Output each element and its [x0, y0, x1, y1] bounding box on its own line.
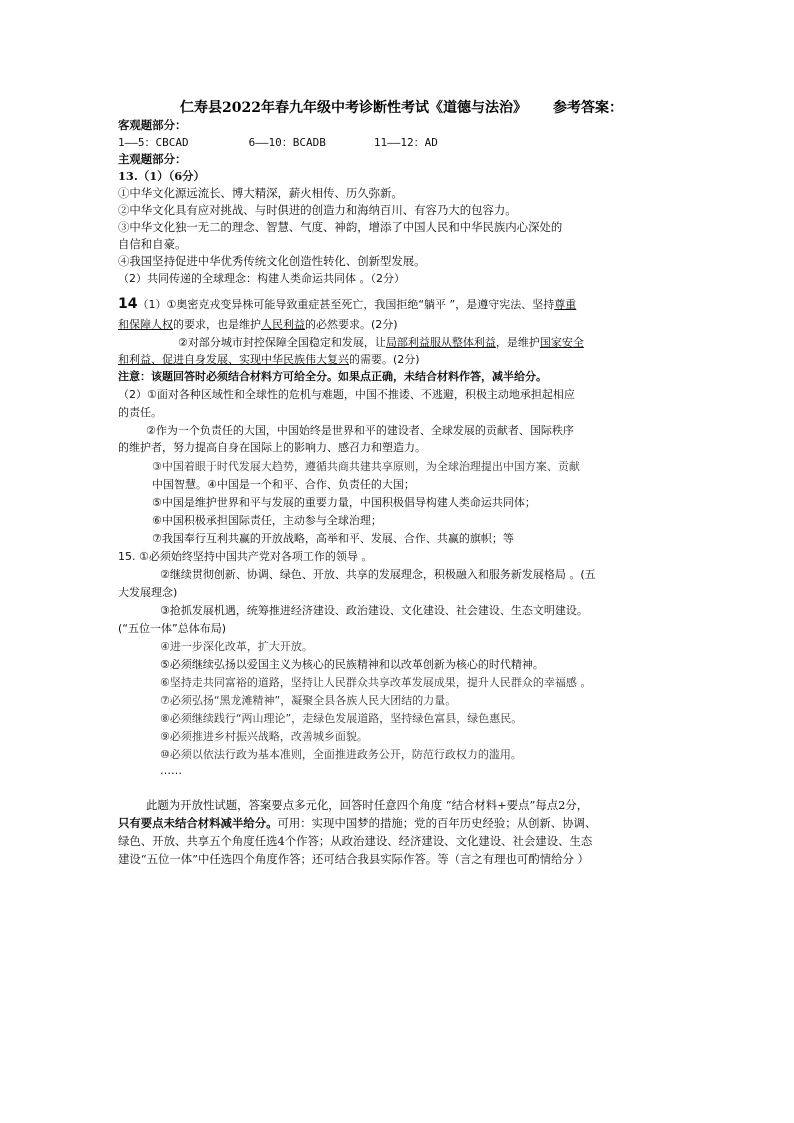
q14-part2-b: 的责任。: [118, 406, 162, 419]
title-sub: 参考答案：: [552, 100, 623, 116]
q13-point-1: ①中华文化源远流长、博大精深，薪火相传、历久弥新。: [118, 186, 403, 200]
q14-part2-h: ⑥中国积极承担国际责任，主动参与全球治理；: [152, 514, 382, 527]
answer-11-12: 11——12：AD: [373, 136, 438, 149]
q14-l2-text: 的要求，也是维护: [173, 318, 261, 331]
q14-l1-text: （1）①奥密克戎变异株可能导致重症甚至死亡，我国拒绝“躺平 ”，是遵守宪法、坚持: [137, 298, 555, 311]
q14-part2-f: 中国智慧。④中国是一个和平、合作、负责任的大国；: [152, 478, 415, 491]
q14-part2-g: ⑤中国是维护世界和平与发展的重要力量，中国积极倡导构建人类命运共同体；: [152, 496, 536, 509]
q14-l2-tail: 的必然要求。(2分): [305, 318, 398, 331]
footer-line-4: 建设“五位一体”中任选四个角度作答；还可结合我县实际作答。等（言之有理也可酌情给分 ）: [118, 852, 589, 866]
q14-line-4: [118, 351, 420, 367]
q14-l4-underline: 和利益、促进自身发展、实现中华民族伟大复兴: [118, 353, 349, 366]
q14-l3-underline-2: 国家安全: [539, 336, 584, 349]
q14-line-2: [118, 316, 398, 332]
q14-l2-underline-1: 和保障人权: [118, 318, 173, 331]
q15-line-6: ⑥坚持走共同富裕的道路，坚持让人民群众共享改革发展成果，提升人民群众的幸福感 。: [160, 676, 592, 689]
q15-line-9: ⑨必须推进乡村振兴战略，改善城乡面貌。: [160, 730, 368, 743]
q14-l3-text: ②对部分城市封控保障全国稳定和发展，让: [178, 336, 386, 349]
footer-bold-note: 只有要点未结合材料减半给分。: [118, 816, 278, 830]
q15-line-4: ④进一步深化改革，扩大开放。: [160, 640, 313, 653]
q14-note: 注意：该题回答时必须结合材料方可给全分。如果点正确，未结合材料作答，减半给分。: [118, 370, 547, 383]
q14-part2-d: 的维护者，努力提高自身在国际上的影响力、感召力和塑造力。: [118, 441, 426, 454]
q15-line-3a: ③抢抓发展机遇，统筹推进经济建设、政治建设、文化建设、社会建设、生态文明建设。: [160, 604, 588, 617]
q13-heading: 13.（1）（6分）: [118, 169, 205, 183]
q15-line-2a: ②继续贯彻创新、协调、绿色、开放、共享的发展理念，积极融入和服务新发展格局 。(五: [160, 568, 596, 581]
objective-heading: 客观题部分：: [118, 118, 187, 132]
document-title: [180, 97, 623, 117]
q14-l2-underline-2: 人民利益: [261, 318, 305, 331]
q14-line-3: [178, 334, 584, 350]
subjective-heading: 主观题部分：: [118, 152, 187, 166]
q14-number: 14: [118, 296, 138, 312]
answer-6-10: 6——10：BCADB: [248, 136, 326, 149]
q14-l3-mid: ，是维护: [495, 336, 540, 349]
q15-line-3b: (“五位一体”总体布局): [118, 622, 226, 635]
q14-l1-underline: 尊重: [554, 298, 577, 311]
q13-point-4: ④我国坚持促进中华优秀传统文化创造性转化、创新型发展。: [118, 254, 426, 268]
q14-part2-a: （2）①面对各种区域性和全球性的危机与难题，中国不推诿、不逃避，积极主动地承担起相应: [118, 388, 575, 401]
q13-point-3a: ③中华文化独一无二的理念、智慧、气度、神韵，增添了中国人民和中华民族内心深处的: [118, 220, 563, 234]
q14-part2-e: ③中国着眼于时代发展大趋势，遵循共商共建共享原则，为全球治理提出中国方案、贡献: [152, 460, 580, 473]
footer-line-2: [118, 815, 596, 831]
q15-line-7: ⑦必须弘扬“黑龙滩精神”，凝聚全县各族人民大团结的力量。: [160, 694, 457, 707]
q15-line-10: ⑩必须以依法行政为基本准则，全面推进政务公开，防范行政权力的滥用。: [160, 748, 522, 761]
q14-line-1: [118, 296, 576, 312]
answer-1-5: 1——5：CBCAD: [118, 136, 189, 149]
footer-line-1: 此题为开放性试题，答案要点多元化，回答时任意四个角度 “结合材料+要点”每点2分，: [146, 798, 589, 812]
q15-line-8: ⑧必须继续践行“两山理论”，走绿色发展道路，坚持绿色富县，绿色惠民。: [160, 712, 523, 725]
title-main: 仁寿县2022年春九年级中考诊断性考试《道德与法治》: [180, 100, 527, 116]
q15-line-1: 15. ①必须始终坚持中国共产党对各项工作的领导 。: [118, 550, 373, 563]
q13-point-3b: 自信和自豪。: [118, 237, 187, 251]
q13-part-2: （2）共同传递的全球理念：构建人类命运共同体 。（2分）: [118, 272, 405, 285]
q15-line-2b: 大发展理念): [118, 586, 178, 599]
q15-ellipsis: ……: [160, 764, 182, 777]
q14-l4-tail: 的需要。(2分): [349, 353, 420, 366]
q13-point-2: ②中华文化具有应对挑战、与时俱进的创造力和海纳百川、有容乃大的包容力。: [118, 203, 517, 217]
footer-line-3: 绿色、开放、共享五个角度任选4个作答；从政治建设、经济建设、文化建设、社会建设、生态: [118, 834, 593, 848]
objective-answers: [118, 134, 438, 150]
footer-line-2-text: 可用：实现中国梦的措施；党的百年历史经验；从创新、协调、: [277, 816, 597, 830]
q15-line-5: ⑤必须继续弘扬以爱国主义为核心的民族精神和以改革创新为核心的时代精神。: [160, 658, 544, 671]
q14-part2-c: ②作为一个负责任的大国，中国始终是世界和平的建设者、全球发展的贡献者、国际秩序: [146, 424, 574, 437]
q14-l3-underline-1: 局部利益服从整体利益: [385, 336, 496, 349]
q14-part2-i: ⑦我国奉行互利共赢的开放战略，高举和平、发展、合作、共赢的旗帜；等: [152, 532, 514, 545]
